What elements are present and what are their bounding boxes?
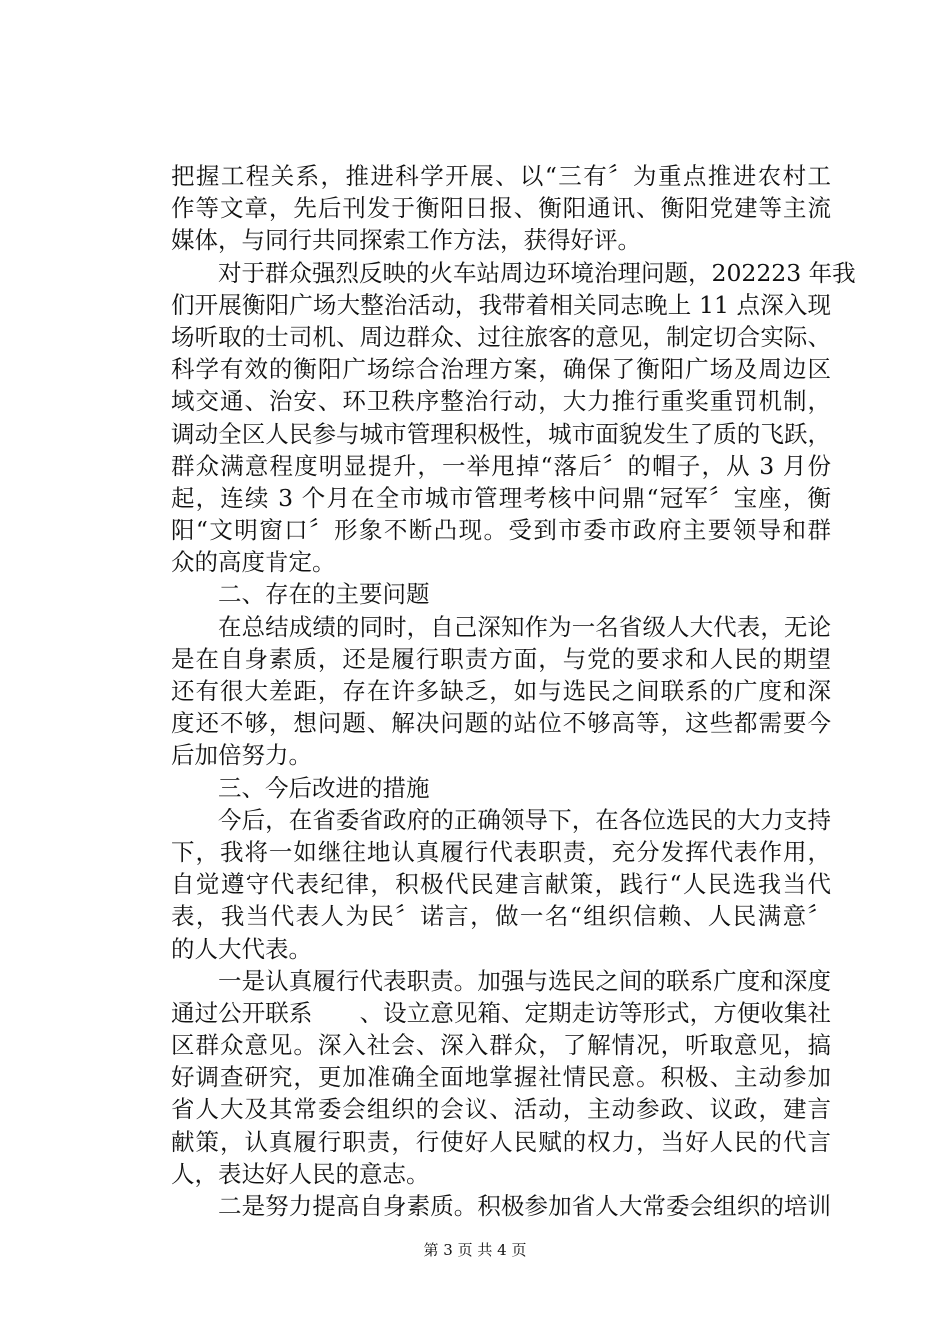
text-line: 把握工程关系，推进科学开展、以“三有〞为重点推进农村工	[171, 162, 831, 190]
text-line: 还有很大差距，存在许多缺乏，如与选民之间联系的广度和深	[171, 677, 831, 705]
text-line: 起，连续 3 个月在全市城市管理考核中问鼎“冠军〞宝座，衡	[171, 483, 831, 512]
text-line: 一是认真履行代表职责。加强与选民之间的联系广度和深度	[218, 966, 831, 995]
text-line: 下，我将一如继往地认真履行代表职责，充分发挥代表作用，	[171, 837, 831, 866]
text-line: 场听取的士司机、周边群众、过往旅客的意见，制定切合实际、	[171, 322, 831, 351]
text-line: 域交通、治安、环卫秩序整治行动，大力推行重奖重罚机制，	[171, 387, 831, 416]
text-line: 二、存在的主要问题	[218, 580, 430, 609]
text-line: 通过公开联系 、设立意见箱、定期走访等形式，方便收集社	[171, 998, 831, 1027]
text-line: 科学有效的衡阳广场综合治理方案，确保了衡阳广场及周边区	[171, 355, 831, 384]
text-line: 人，表达好人民的意志。	[171, 1159, 430, 1188]
text-line: 度还不够，想问题、解决问题的站位不够高等，这些都需要今	[171, 709, 831, 738]
text-line: 对于群众强烈反映的火车站周边环境治理问题，202223 年我	[218, 258, 856, 287]
text-line: 好调查研究，更加准确全面地掌握社情民意。积极、主动参加	[171, 1063, 831, 1092]
text-line: 作等文章，先后刊发于衡阳日报、衡阳通讯、衡阳党建等主流	[171, 194, 831, 223]
text-line: 群众满意程度明显提升，一举甩掉“落后〞的帽子，从 3 月份	[171, 451, 831, 480]
text-line: 三、今后改进的措施	[218, 773, 430, 802]
text-line: 的人大代表。	[171, 934, 312, 963]
text-line: 媒体，与同行共同探索工作方法，获得好评。	[171, 226, 641, 255]
text-line: 省人大及其常委会组织的会议、活动，主动参政、议政，建言	[171, 1095, 831, 1124]
text-line: 在总结成绩的同时，自己深知作为一名省级人大代表，无论	[218, 612, 831, 641]
text-line: 是在自身素质，还是履行职责方面，与党的要求和人民的期望	[171, 644, 831, 673]
text-line: 调动全区人民参与城市管理积极性，城市面貌发生了质的飞跃，	[171, 419, 831, 448]
text-line: 后加倍努力。	[171, 741, 312, 770]
text-line: 献策，认真履行职责，行使好人民赋的权力，当好人民的代言	[171, 1127, 831, 1156]
text-line: 区群众意见。深入社会、深入群众，了解情况，听取意见，搞	[171, 1031, 831, 1060]
text-line: 阳“文明窗口〞形象不断凸现。受到市委市政府主要领导和群	[171, 516, 831, 545]
document-body	[171, 160, 856, 1222]
text-line: 们开展衡阳广场大整治活动，我带着相关同志晚上 11 点深入现	[171, 290, 831, 319]
text-line: 今后，在省委省政府的正确领导下，在各位选民的大力支持	[218, 805, 831, 834]
page-footer: 第 3 页 共 4 页	[423, 1241, 527, 1259]
text-line: 二是努力提高自身素质。积极参加省人大常委会组织的培训	[218, 1192, 831, 1220]
text-line: 表，我当代表人为民〞诺言，做一名“组织信赖、人民满意〞	[171, 902, 831, 931]
text-line: 自觉遵守代表纪律，积极代民建言献策，践行“人民选我当代	[171, 870, 831, 899]
text-line: 众的高度肯定。	[171, 548, 336, 577]
